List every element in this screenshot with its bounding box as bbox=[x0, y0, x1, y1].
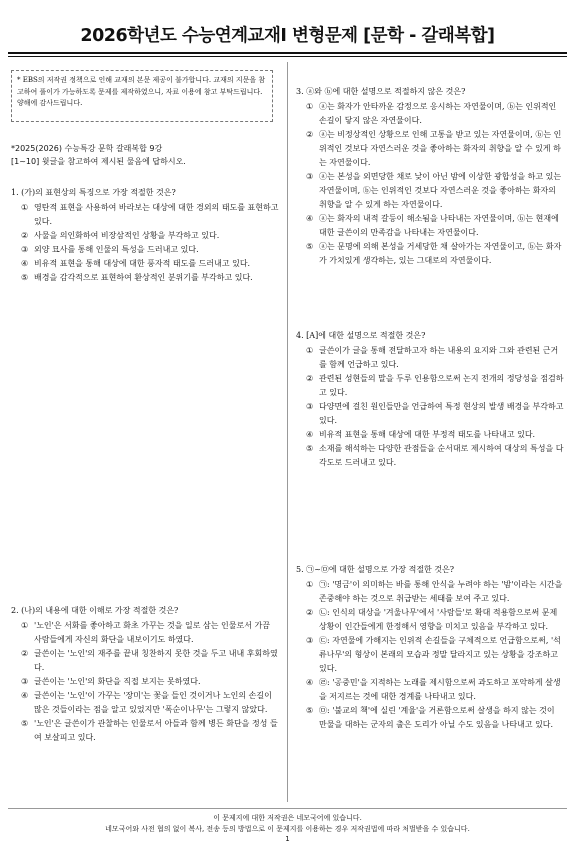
question-stem: 2. (나)의 내용에 대한 이해로 가장 적절한 것은? bbox=[11, 606, 179, 615]
answer-option bbox=[11, 689, 279, 717]
instruction-line: [1~10] 윗글을 참고하여 제시된 물음에 답하시오. bbox=[11, 157, 186, 166]
footer-copyright: 이 문제지에 대한 저작권은 네모국어에 있습니다. bbox=[213, 814, 362, 822]
copyright-notice-box bbox=[11, 70, 273, 122]
question-5 bbox=[296, 563, 564, 732]
question-2 bbox=[11, 604, 279, 745]
source-info bbox=[11, 142, 281, 168]
option-number: ⑤ bbox=[306, 242, 314, 251]
option-number: ② bbox=[306, 374, 314, 383]
option-text: '노인'은 글쓴이가 관찰하는 인물로서 아들과 함께 병든 화단을 정성 들여 보살피고 있다. bbox=[34, 719, 278, 742]
answer-option bbox=[11, 717, 279, 745]
option-text: 사물을 의인화하여 비장삼적인 상황을 부각하고 있다. bbox=[34, 231, 220, 240]
answer-option bbox=[11, 201, 279, 229]
answer-option bbox=[296, 578, 564, 606]
option-number: ⑤ bbox=[306, 706, 314, 715]
option-number: ③ bbox=[306, 636, 314, 645]
option-text: 소재를 해석하는 다양한 관점들을 순서대로 제시하여 대상의 특성을 다각도로 드러내고 있다. bbox=[319, 444, 564, 467]
option-text: 다양면에 걸친 원인들만을 언급하여 특정 현상의 발생 배경을 부각하고 있다. bbox=[319, 402, 564, 425]
copyright-notice-text: * EBS의 저작권 정책으로 인해 교재의 본문 제공이 불가합니다. 교재의 지문을 참고하여 풀이가 가능하도록 문제를 제작하였으니, 자료 이용에 참고 부탁드립니다. 양해에 감사드립니다. bbox=[17, 76, 266, 107]
option-number: ③ bbox=[21, 677, 29, 686]
option-number: ⑤ bbox=[21, 273, 29, 282]
option-number: ① bbox=[306, 580, 314, 589]
option-text: ⓐ는 문명에 의해 본성을 거세당한 채 살아가는 자연물이고, ⓑ는 화자가 가치있게 생각하는, 있는 그대로의 자연물이다. bbox=[319, 242, 562, 265]
option-number: ④ bbox=[21, 259, 29, 268]
option-number: ④ bbox=[21, 691, 29, 700]
answer-option bbox=[296, 128, 564, 170]
option-number: ② bbox=[21, 649, 29, 658]
answer-option bbox=[296, 240, 564, 268]
page-number: 1 bbox=[285, 835, 290, 843]
option-text: ㉡: 인식의 대상을 '겨울나무'에서 '사람들'로 확대 적용함으로써 문제 상황이 인간들에게 한정해서 영향을 미치고 있음을 부각하고 있다. bbox=[319, 608, 558, 631]
question-3 bbox=[296, 85, 564, 268]
option-number: ④ bbox=[306, 678, 314, 687]
answer-option bbox=[11, 619, 279, 647]
option-text: ⓐ는 화자의 내적 갈등이 해소됨을 나타내는 자연물이며, ⓑ는 현재에 대한 글쓴이의 만족감을 나타내는 자연물이다. bbox=[319, 214, 559, 237]
option-text: '노인'은 서화를 좋아하고 화초 가꾸는 것을 일로 삼는 인물로서 가끔 사람들에게 자신의 화단을 내보이기도 하였다. bbox=[34, 621, 270, 644]
option-text: ⓐ는 화자가 안타까운 감정으로 응시하는 자연물이며, ⓑ는 인위적인 손길이 닿지 않은 자연물이다. bbox=[319, 102, 557, 125]
answer-option bbox=[296, 212, 564, 240]
question-stem: 5. ㉠~㉤에 대한 설명으로 가장 적절한 것은? bbox=[296, 565, 455, 574]
option-text: 글쓴이가 글을 통해 전달하고자 하는 내용의 요지와 그와 관련된 근거를 함께 언급하고 있다. bbox=[319, 346, 559, 369]
option-number: ② bbox=[306, 130, 314, 139]
option-text: ⓐ는 비정상적인 상황으로 인해 고통을 받고 있는 자연물이며, ⓑ는 인위적인 것보다 자연스러운 것을 좋아하는 화자의 취향을 알 수 있게 하는 자연물이다. bbox=[319, 130, 562, 167]
answer-option bbox=[296, 428, 564, 442]
answer-option bbox=[11, 229, 279, 243]
answer-option bbox=[296, 634, 564, 676]
answer-option bbox=[11, 271, 279, 285]
answer-option bbox=[296, 170, 564, 212]
question-stem: 3. ⓐ와 ⓑ에 대한 설명으로 적절하지 않은 것은? bbox=[296, 87, 466, 96]
option-text: 영탄적 표현을 사용하여 바라보는 대상에 대한 경외의 태도를 표현하고 있다. bbox=[34, 203, 279, 226]
answer-option bbox=[296, 606, 564, 634]
option-text: 글쓴이는 '노인'이 가꾸는 '장미'는 꽃을 들인 것이거나 노인의 손길이 많은 것들이라는 점을 알고 있었지만 '폭순이나무'는 그렇지 않았다. bbox=[34, 691, 272, 714]
question-1 bbox=[11, 186, 279, 285]
option-number: ④ bbox=[306, 430, 314, 439]
option-text: 비유적 표현을 통해 대상에 대한 풍자적 태도를 드러내고 있다. bbox=[34, 259, 251, 268]
column-divider bbox=[287, 62, 288, 802]
title-rule bbox=[8, 52, 567, 54]
option-number: ⑤ bbox=[21, 719, 29, 728]
option-text: 배경을 감각적으로 표현하여 환상적인 분위기를 부각하고 있다. bbox=[34, 273, 253, 282]
source-line: *2025(2026) 수능특강 문학 갈래복합 9강 bbox=[11, 144, 163, 153]
answer-option bbox=[11, 257, 279, 271]
answer-option bbox=[296, 344, 564, 372]
option-text: ⓐ는 본성을 외면당한 채로 낮이 아닌 밤에 이상한 광합성을 하고 있는 자연물이며, ⓑ는 인위적인 것보다 자연스러운 것을 좋아하는 화자의 취향을 알 수 있게 하는 자연물이다. bbox=[319, 172, 562, 209]
question-stem: 4. [A]에 대한 설명으로 적절한 것은? bbox=[296, 331, 426, 340]
answer-option bbox=[296, 400, 564, 428]
option-text: ㉠: '명금'이 의미하는 바를 통해 안식을 누려야 하는 '밤'이라는 시간을 존중해야 하는 것으로 취급받는 세태를 보여 주고 있다. bbox=[319, 580, 563, 603]
answer-option bbox=[296, 676, 564, 704]
answer-option bbox=[11, 243, 279, 257]
answer-option bbox=[296, 704, 564, 732]
footer-warning: 네모국어와 사전 협의 없이 복사, 전송 등의 방법으로 이 문제지를 이용하는 경우 저작권법에 따라 처벌받을 수 있습니다. bbox=[105, 825, 470, 833]
question-4 bbox=[296, 329, 564, 470]
answer-option bbox=[296, 442, 564, 470]
option-text: 외양 묘사를 통해 인물의 특성을 드러내고 있다. bbox=[34, 245, 199, 254]
page-title: 2026학년도 수능연계교재Ⅰ 변형문제 [문학 - 갈래복합] bbox=[80, 26, 495, 46]
option-number: ① bbox=[306, 346, 314, 355]
option-text: 글쓴이는 '노인'의 재주를 끝내 칭찬하지 못한 것을 두고 내내 후회하였다. bbox=[34, 649, 278, 672]
option-number: ⑤ bbox=[306, 444, 314, 453]
option-text: ㉢: 자연물에 가해지는 인위적 손길들을 구체적으로 언급함으로써, '석류나무'의 형상이 본래의 모습과 정말 달라지고 있는 상황을 강조하고 있다. bbox=[319, 636, 561, 673]
option-number: ④ bbox=[306, 214, 314, 223]
option-text: 글쓴이는 '노인'의 화단을 직접 보지는 못하였다. bbox=[34, 677, 201, 686]
option-number: ③ bbox=[306, 172, 314, 181]
option-number: ① bbox=[21, 203, 29, 212]
option-number: ① bbox=[21, 621, 29, 630]
option-text: ㉤: '불교의 책'에 실린 '계율'을 거론함으로써 살생을 하지 않는 것이 만물을 대하는 군자의 출은 도리가 아닐 수도 있음을 나타내고 있다. bbox=[319, 706, 555, 729]
answer-option bbox=[296, 100, 564, 128]
option-number: ② bbox=[306, 608, 314, 617]
answer-option bbox=[296, 372, 564, 400]
answer-option bbox=[11, 647, 279, 675]
answer-option bbox=[11, 675, 279, 689]
title-rule-thin bbox=[8, 56, 567, 57]
option-number: ① bbox=[306, 102, 314, 111]
option-number: ② bbox=[21, 231, 29, 240]
option-text: ㉣: '공중민'을 지적하는 노래를 제시함으로써 과도하고 포악하게 살생을 저지르는 것에 대한 경계를 나타내고 있다. bbox=[319, 678, 561, 701]
footer-rule bbox=[8, 808, 567, 809]
option-number: ③ bbox=[306, 402, 314, 411]
option-text: 비유적 표현을 통해 대상에 대한 부정적 태도를 나타내고 있다. bbox=[319, 430, 536, 439]
question-stem: 1. (가)의 표현상의 특징으로 가장 적절한 것은? bbox=[11, 188, 176, 197]
option-text: 관련된 성현들의 말을 두루 인용함으로써 논지 전개의 정당성을 점검하고 있다. bbox=[319, 374, 564, 397]
option-number: ③ bbox=[21, 245, 29, 254]
